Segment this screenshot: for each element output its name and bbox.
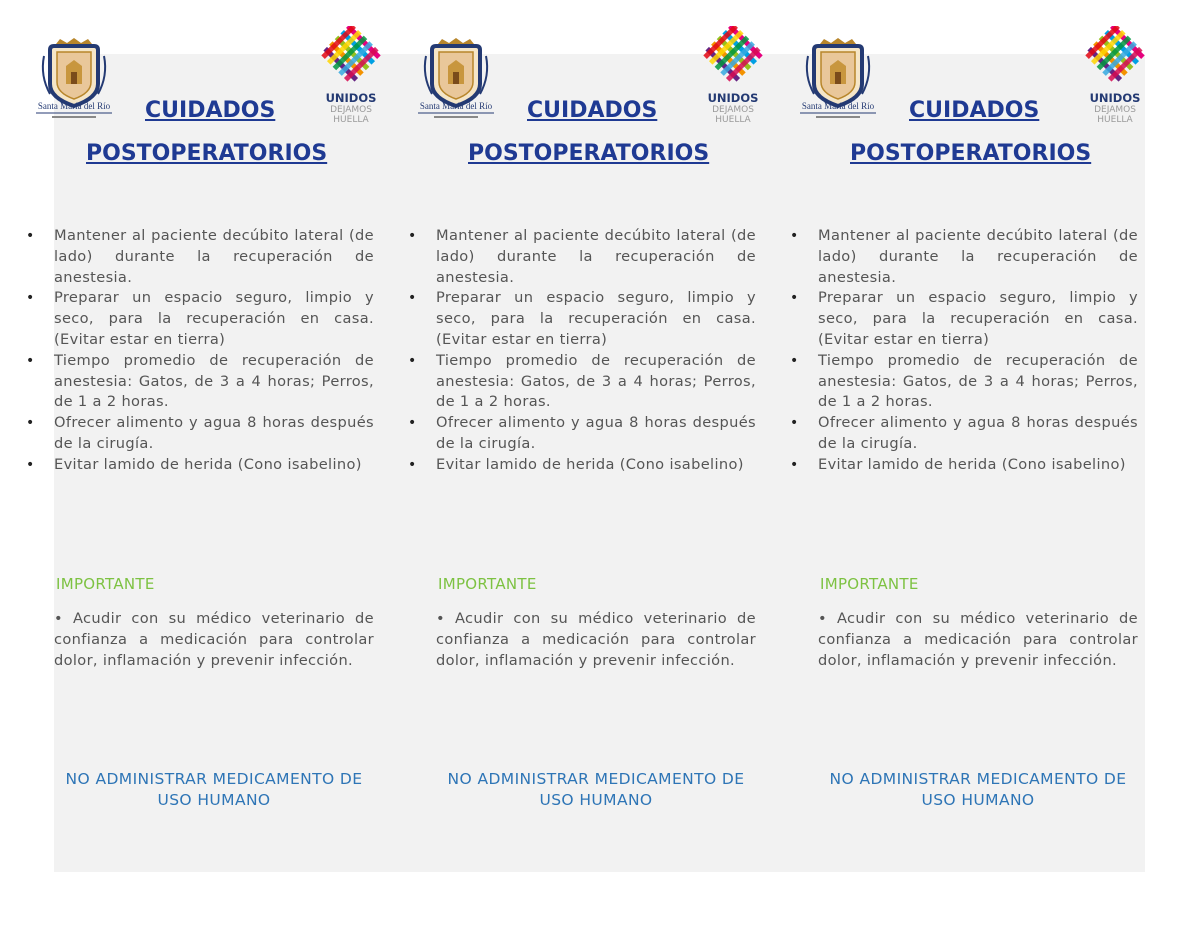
- list-item-text: Ofrecer alimento y agua 8 horas después de la cirugía.: [436, 414, 756, 452]
- list-item: [26, 455, 374, 476]
- list-item: [408, 413, 756, 455]
- bullet-icon: •: [790, 415, 799, 432]
- list-item-text: Tiempo promedio de recuperación de anestesia: Gatos, de 3 a 4 horas; Perros, de 1 a 2 horas.: [818, 351, 1138, 411]
- list-item-text: Mantener al paciente decúbito lateral (de lado) durante la recuperación de anestesia.: [436, 227, 756, 286]
- title-postoperatorios: POSTOPERATORIOS: [850, 141, 1092, 166]
- unidos-label: UNIDOS: [1089, 91, 1141, 105]
- list-item: [408, 351, 756, 413]
- dejamos-label: DEJAMOS: [712, 105, 754, 115]
- dejamos-label: DEJAMOS: [330, 105, 372, 115]
- title-cuidados: CUIDADOS: [527, 98, 658, 123]
- warning-text: NO ADMINISTRAR MEDICAMENTO DE USO HUMANO: [829, 770, 1127, 809]
- title-cuidados: CUIDADOS: [909, 98, 1040, 123]
- unidos-label: UNIDOS: [325, 91, 377, 105]
- list-item-text: Preparar un espacio seguro, limpio y seco, para la recuperación en casa. (Evitar estar en tierra): [436, 289, 756, 348]
- bullet-icon: •: [790, 228, 799, 244]
- list-item-text: Mantener al paciente decúbito lateral (de lado) durante la recuperación de anestesia.: [54, 227, 374, 286]
- care-instructions-list: [790, 226, 1138, 476]
- list-item: [790, 413, 1138, 455]
- list-item: [790, 226, 1138, 288]
- brochure-panel: [382, 0, 764, 927]
- list-item: [26, 226, 374, 288]
- list-item-text: Mantener al paciente decúbito lateral (de lado) durante la recuperación de anestesia.: [818, 227, 1138, 286]
- list-item: [26, 351, 374, 413]
- bullet-icon: •: [408, 352, 417, 369]
- list-item-text: Tiempo promedio de recuperación de anestesia: Gatos, de 3 a 4 horas; Perros, de 1 a 2 horas.: [436, 351, 756, 411]
- list-item: [26, 413, 374, 455]
- huella-label: HUELLA: [333, 115, 369, 125]
- warning-text: NO ADMINISTRAR MEDICAMENTO DE USO HUMANO: [65, 770, 363, 809]
- important-heading: IMPORTANTE: [438, 575, 537, 593]
- huella-label: HUELLA: [1097, 115, 1133, 125]
- list-item: [790, 288, 1138, 350]
- municipal-crest-icon: [798, 36, 878, 122]
- list-item: [790, 455, 1138, 476]
- title-postoperatorios: POSTOPERATORIOS: [468, 141, 710, 166]
- dejamos-label: DEJAMOS: [1094, 105, 1136, 115]
- bullet-icon: •: [26, 352, 35, 369]
- important-text: • Acudir con su médico veterinario de confianza a medicación para controlar dolor, inflamación y prevenir infección.: [818, 610, 1138, 669]
- municipal-crest-icon: [34, 36, 114, 122]
- title-cuidados: CUIDADOS: [145, 98, 276, 123]
- huella-label: HUELLA: [715, 115, 751, 125]
- list-item: [26, 288, 374, 350]
- list-item-text: Evitar lamido de herida (Cono isabelino): [54, 455, 362, 473]
- bullet-icon: •: [408, 415, 417, 432]
- bullet-icon: •: [408, 290, 417, 307]
- list-item: [408, 226, 756, 288]
- important-heading: IMPORTANTE: [56, 575, 155, 593]
- bullet-icon: •: [790, 352, 799, 369]
- bullet-icon: •: [26, 456, 35, 473]
- warning-text: NO ADMINISTRAR MEDICAMENTO DE USO HUMANO: [447, 770, 745, 809]
- list-item-text: Preparar un espacio seguro, limpio y seco, para la recuperación en casa. (Evitar estar en tierra): [54, 289, 374, 348]
- municipal-crest-label: Santa María del Río: [419, 101, 493, 111]
- important-heading: IMPORTANTE: [820, 575, 919, 593]
- list-item-text: Evitar lamido de herida (Cono isabelino): [436, 455, 744, 473]
- list-item-text: Ofrecer alimento y agua 8 horas después de la cirugía.: [54, 414, 374, 452]
- unidos-dejamos-huella-logo: [702, 26, 764, 126]
- list-item-text: Preparar un espacio seguro, limpio y seco, para la recuperación en casa. (Evitar estar en tierra): [818, 289, 1138, 348]
- important-text: • Acudir con su médico veterinario de confianza a medicación para controlar dolor, inflamación y prevenir infección.: [436, 610, 756, 669]
- list-item-text: Ofrecer alimento y agua 8 horas después de la cirugía.: [818, 414, 1138, 452]
- brochure-panel: [764, 0, 1146, 927]
- bullet-icon: •: [790, 290, 799, 307]
- list-item: [408, 455, 756, 476]
- care-instructions-list: [26, 226, 374, 476]
- list-item-text: Tiempo promedio de recuperación de anestesia: Gatos, de 3 a 4 horas; Perros, de 1 a 2 horas.: [54, 351, 374, 411]
- bullet-icon: •: [26, 228, 35, 244]
- list-item-text: Evitar lamido de herida (Cono isabelino): [818, 455, 1126, 473]
- title-postoperatorios: POSTOPERATORIOS: [86, 141, 328, 166]
- bullet-icon: •: [26, 290, 35, 307]
- list-item: [408, 288, 756, 350]
- bullet-icon: •: [408, 228, 417, 244]
- unidos-label: UNIDOS: [707, 91, 759, 105]
- unidos-dejamos-huella-logo: [320, 26, 382, 126]
- unidos-dejamos-huella-logo: [1084, 26, 1146, 126]
- municipal-crest-label: Santa María del Río: [37, 101, 111, 111]
- care-instructions-list: [408, 226, 756, 476]
- important-text: • Acudir con su médico veterinario de confianza a medicación para controlar dolor, inflamación y prevenir infección.: [54, 610, 374, 669]
- municipal-crest-icon: [416, 36, 496, 122]
- bullet-icon: •: [26, 415, 35, 432]
- municipal-crest-label: Santa María del Río: [801, 101, 875, 111]
- brochure-panel: [0, 0, 382, 927]
- bullet-icon: •: [790, 456, 799, 473]
- list-item: [790, 351, 1138, 413]
- bullet-icon: •: [408, 456, 417, 473]
